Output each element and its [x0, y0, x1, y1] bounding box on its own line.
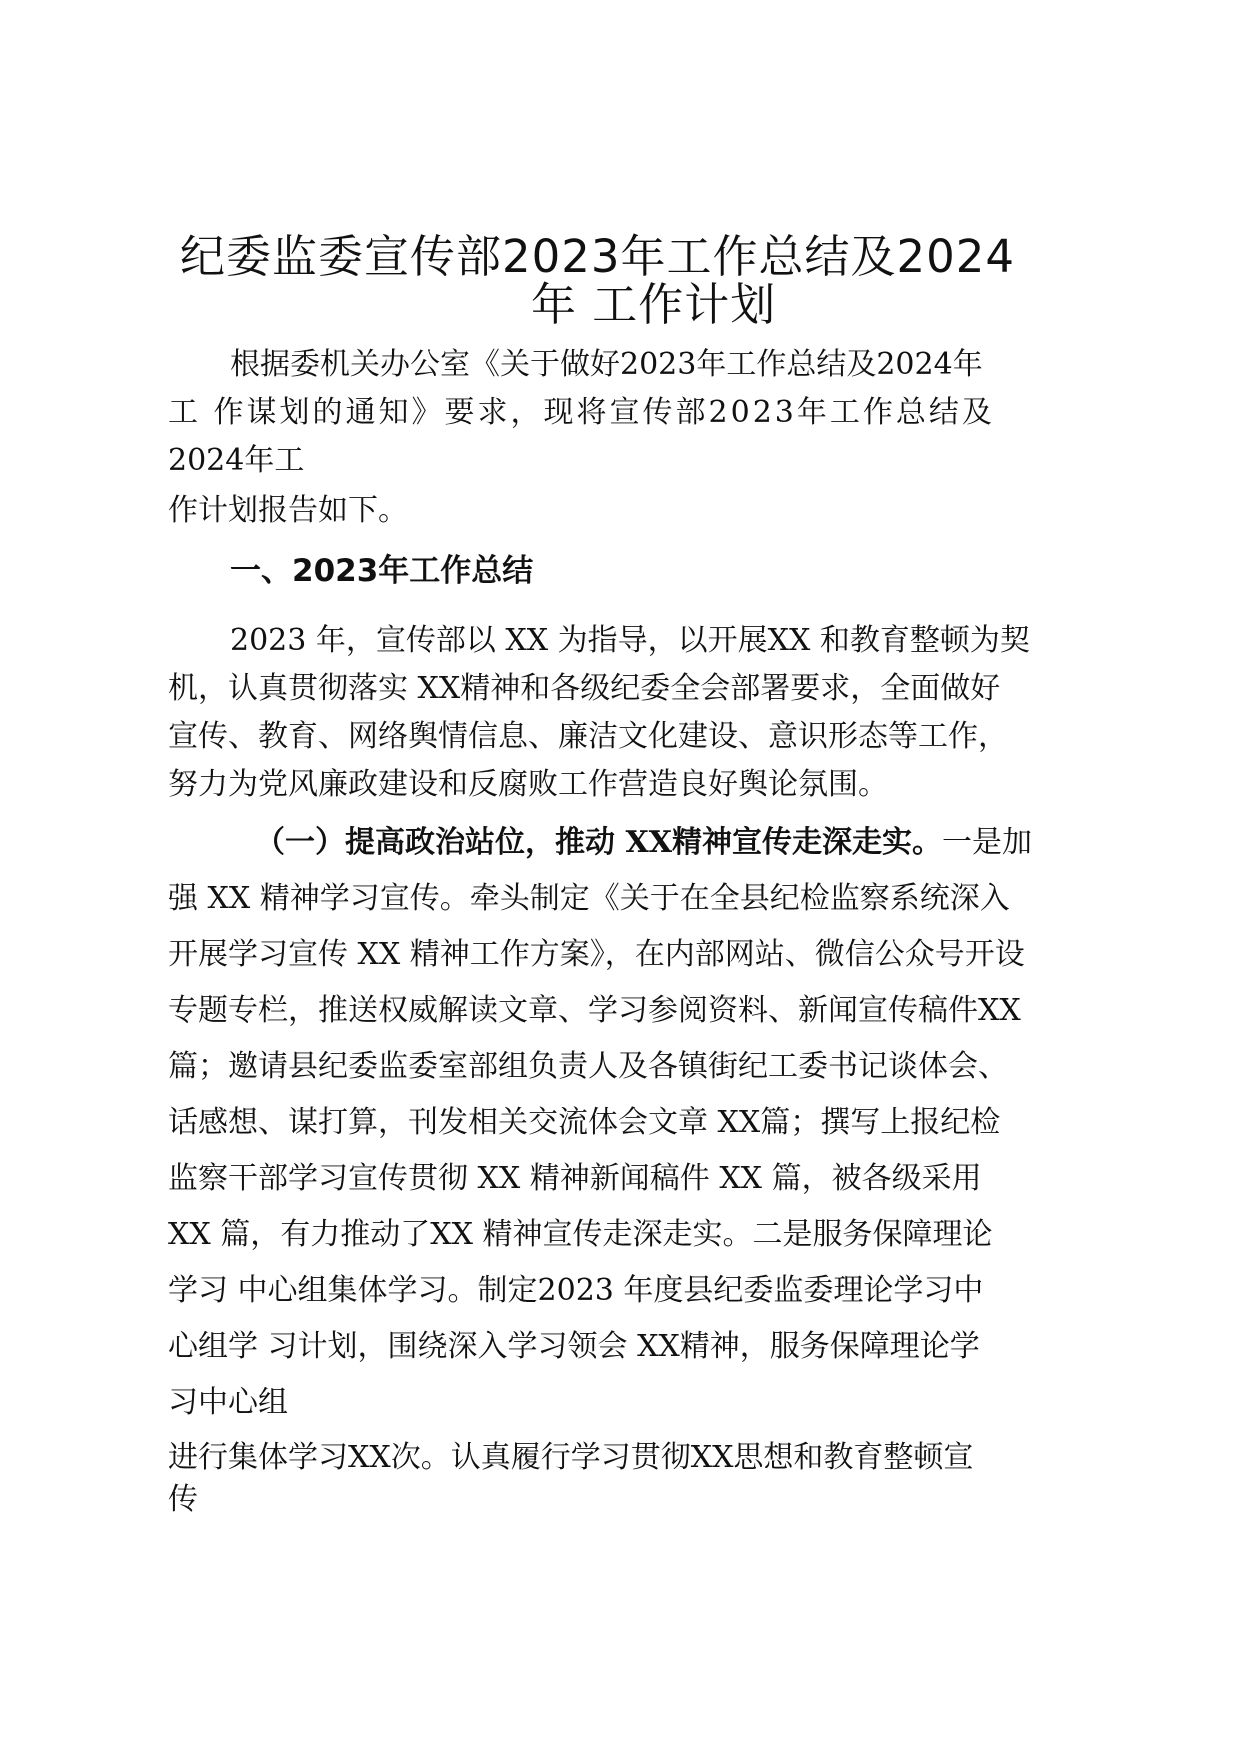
para1-line-2: 机，认真贯彻落实 XX精神和各级纪委全会部署要求，全面做好 [168, 671, 1001, 706]
intro-line-4: 作计划报告如下。 [168, 493, 408, 528]
para2-line-7: 监察干部学习宣传贯彻 XX 精神新闻稿件 XX 篇，被各级采用 [168, 1161, 982, 1196]
para2-line-9: 学习 中心组集体学习。制定2023 年度县纪委监委理论学习中 [168, 1273, 984, 1308]
para1-line-4: 努力为党风廉政建设和反腐败工作营造良好舆论氛围。 [168, 767, 888, 802]
document-title-line-2: 年 工作计划 [531, 278, 777, 331]
section-heading: 一、2023年工作总结 [230, 553, 534, 589]
document-title-line-1: 纪委监委宣传部2023年工作总结及2024 [180, 230, 1016, 283]
para2-line-12: 进行集体学习XX次。认真履行学习贯彻XX思想和教育整顿宣 [168, 1440, 974, 1475]
para2-line-3: 开展学习宣传 XX 精神工作方案》，在内部网站、微信公众号开设 [168, 937, 1025, 972]
para2-line-5: 篇；邀请县纪委监委室部组负责人及各镇街纪工委书记谈体会、 [168, 1049, 1008, 1084]
para2-line-11: 习中心组 [168, 1385, 288, 1420]
para2-line-10: 心组学 习计划，围绕深入学习领会 XX精神，服务保障理论学 [168, 1329, 980, 1364]
subsection-heading: （一）提高政治站位，推动 XX精神宣传走深走实。 [255, 825, 942, 860]
para2-line-4: 专题专栏，推送权威解读文章、学习参阅资料、新闻宣传稿件XX [168, 993, 1021, 1028]
intro-line-3: 2024年工 [168, 443, 305, 478]
para2-line-13: 传 [168, 1482, 198, 1517]
para1-line-1: 2023 年，宣传部以 XX 为指导，以开展XX 和教育整顿为契 [230, 623, 1030, 658]
para1-line-3: 宣传、教育、网络舆情信息、廉洁文化建设、意识形态等工作， [168, 719, 1008, 754]
para2-line-2: 强 XX 精神学习宣传。牵头制定《关于在全县纪检监察系统深入 [168, 881, 1010, 916]
intro-line-1: 根据委机关办公室《关于做好2023年工作总结及2024年 [230, 347, 983, 382]
para2-line-8: XX 篇，有力推动了XX 精神宣传走深走实。二是服务保障理论 [168, 1217, 993, 1252]
para2-line-1 [255, 825, 1032, 860]
intro-line-2: 工 作谋划的通知》要求，现将宣传部2023年工作总结及 [168, 395, 995, 430]
para2-line-6: 话感想、谋打算，刊发相关交流体会文章 XX篇；撰写上报纪检 [168, 1105, 1001, 1140]
para2-line-1-rest: 一是加 [942, 825, 1032, 860]
